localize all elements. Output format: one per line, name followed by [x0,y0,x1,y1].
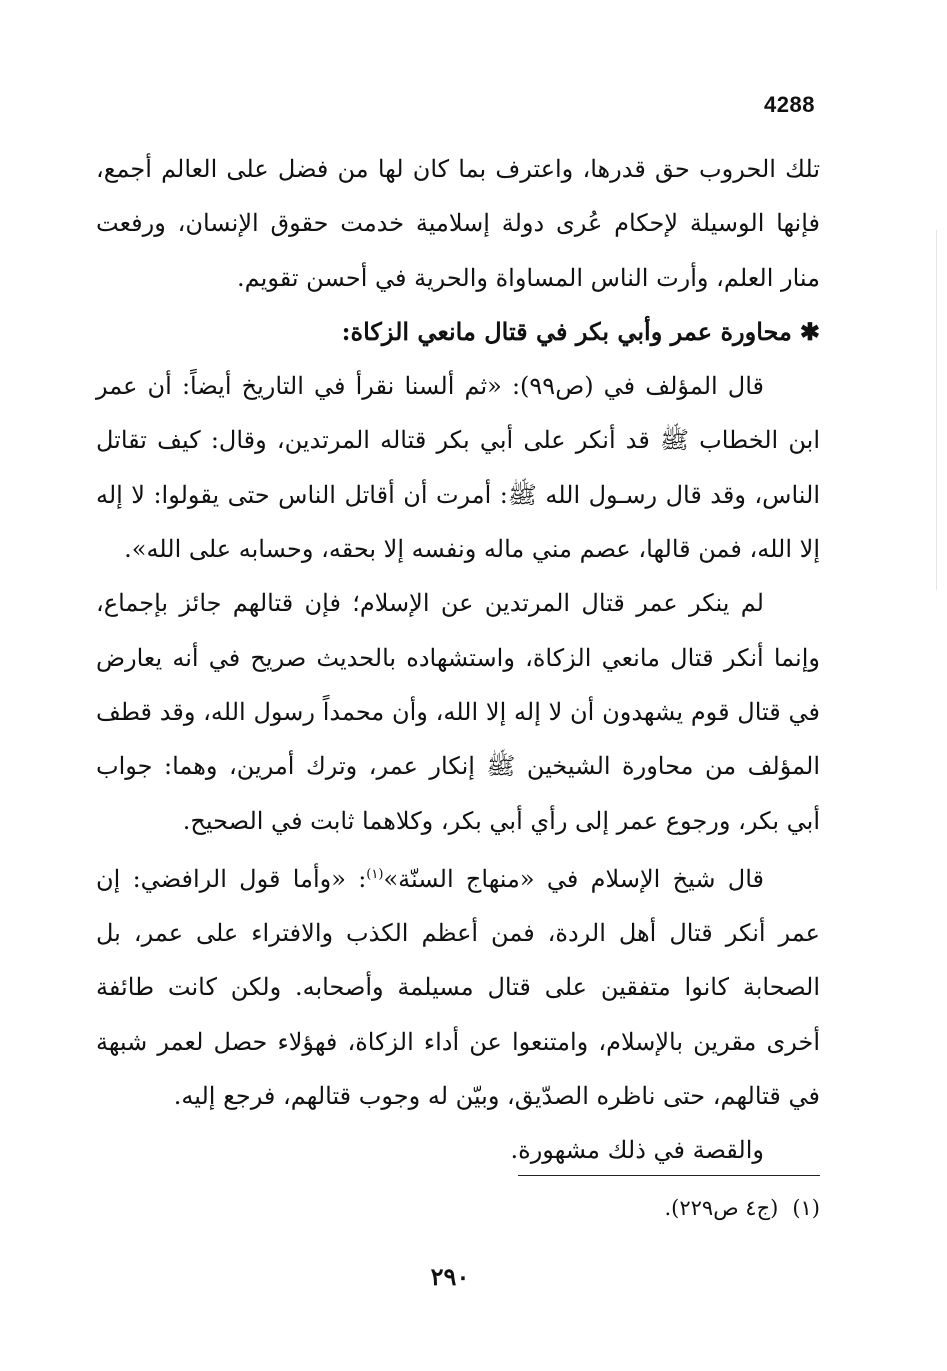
paragraph-4 [96,848,820,1123]
paragraph-3: لم ينكر عمر قتال المرتدين عن الإسلام؛ فإن قتالهم جائز بإجماع، وإنما أنكر قتال مانعي الزكاة، واستشهاده بالحديث صريح في أنه يعارض في قتال قوم يشهدون أن لا إله إلا الله، وأن محمداً رسول الله، وقد قطف المؤلف من محاورة الشيخين ﷺ إنكار عمر، وترك أمرين، وهما: جواب أبي بكر، ورجوع عمر إلى رأي أبي بكر، وكلاهما ثابت في الصحيح. [96,589,820,835]
footnote-text: (ج٤ ص٢٢٩). [664,1196,779,1220]
section-heading [96,305,820,359]
section-heading-text: محاورة عمر وأبي بكر في قتال مانعي الزكاة: [341,316,792,346]
footnote [420,1196,820,1220]
paragraph-5: والقصة في ذلك مشهورة. [510,1136,764,1165]
footnote-marker: (١) [792,1196,820,1220]
page-number: ٢٩٠ [430,1262,470,1291]
footnote-reference[interactable]: (١) [366,866,384,882]
bullet-icon: ✱ [799,316,820,346]
running-header-number: 4288 [764,92,815,117]
footnote-divider [518,1175,820,1176]
paragraph-2: قال المؤلف في (ص٩٩): «ثم ألسنا نقرأ في التاريخ أيضاً: أن عمر ابن الخطاب ﷺ قد أنكر على أبي بكر قتاله المرتدين، وقال: كيف تقاتل الناس، وقد قال رسـول الله ﷺ: أمرت أن أقاتل الناس حتى يقولوا: لا إله إلا الله، فمن قالها، عصم مني ماله ونفسه إلا بحقه، وحسابه على الله». [96,372,820,564]
body-text [96,142,820,1178]
paragraph-4-rest: : «وأما قول الرافضي: إن عمر أنكر قتال أهل الردة، فمن أعظم الكذب والافتراء على عمر، بل الصحابة كانوا متفقين على قتال مسيلمة وأصحابه. ولكن كانت طائفة أخرى مقرين بالإسلام، وامتنعوا عن أداء الزكاة، فهؤلاء حصل لعمر شبهة في قتالهم، حتى ناظره الصدّيق، وبيّن له وجوب قتالهم، فرجع إليه. [96,864,820,1111]
scan-edge-line [936,230,937,590]
paragraph-4-start: قال شيخ الإسلام في «منهاج السنّة» [383,864,764,893]
paragraph-1: تلك الحروب حق قدرها، واعترف بما كان لها من فضل على العالم أجمع، فإنها الوسيلة لإحكام عُرى دولة إسلامية خدمت حقوق الإنسان، ورفعت منار العلم، وأرت الناس المساواة والحرية في أحسن تقويم. [96,155,820,292]
